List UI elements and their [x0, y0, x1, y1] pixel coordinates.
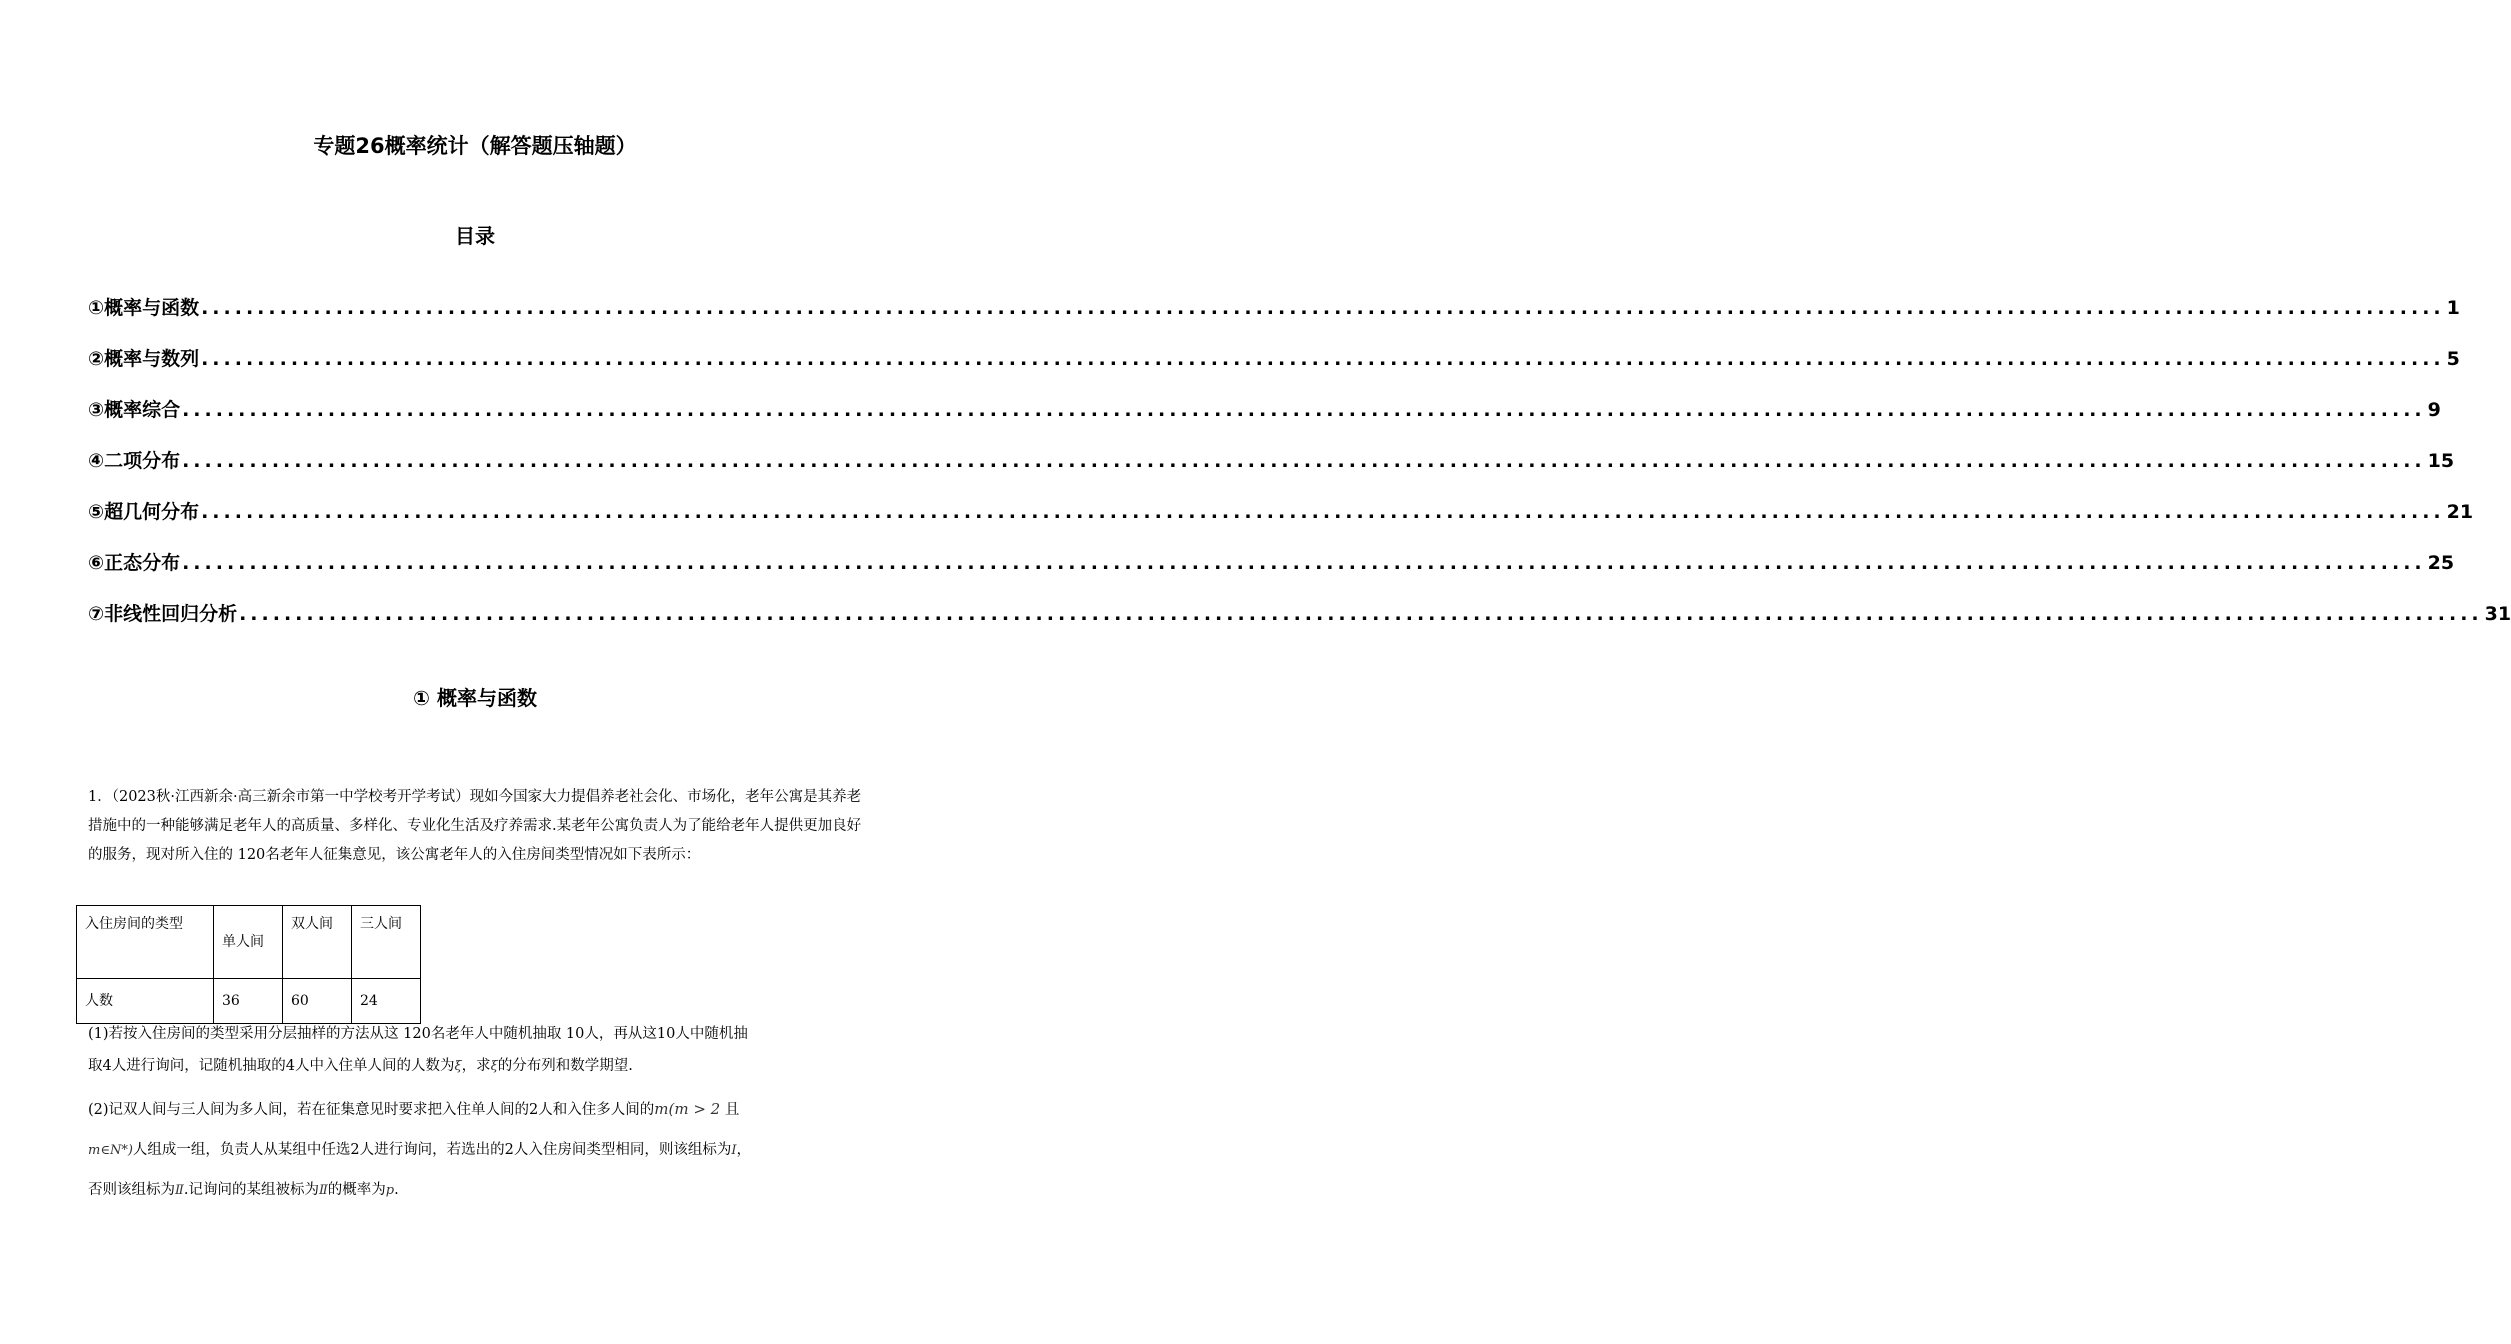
table-cell: 人数 — [77, 979, 214, 1024]
room-type-table — [76, 905, 421, 1024]
table-cell: 24 — [352, 979, 421, 1024]
roman-two: Ⅱ — [175, 1183, 184, 1198]
question-2-line-1 — [88, 1095, 868, 1125]
toc-entry-page: 25 — [2427, 552, 2455, 574]
question-2-line-2: m∈N*)人组成一组，负责人从某组中任选2人进行询问，若选出的2人入住房间类型相同，则该组标为Ⅰ， — [88, 1142, 751, 1158]
question-1-line-1: (1)若按入住房间的类型采用分层抽样的方法从这 120名老年人中随机抽取 10人，再从这10人中随机抽 — [88, 1026, 748, 1042]
table-header-cell: 三人间 — [352, 906, 421, 979]
math-expression: m∈N*) — [88, 1143, 133, 1158]
question-text: .记询问的某组被标为 — [183, 1182, 319, 1198]
toc-leader-dots: ........................................................................................................................................................................................................ — [201, 348, 2445, 370]
toc-entry-label: ④二项分布 — [88, 450, 181, 472]
math-expression: m(m > 2 — [654, 1100, 721, 1118]
question-text: 人组成一组，负责人从某组中任选2人进行询问，若选出的2人入住房间类型相同，则该组标为 — [132, 1142, 732, 1158]
xi-symbol: ξ — [454, 1059, 462, 1074]
toc-entry-page: 21 — [2446, 501, 2474, 523]
p-symbol: p — [385, 1183, 395, 1198]
toc-leader-dots: ........................................................................................................................................................................................................ — [182, 399, 2426, 421]
question-2-line-3 — [88, 1176, 868, 1205]
question-text: 否则该组标为 — [88, 1182, 175, 1198]
toc-entry[interactable] — [88, 270, 2460, 321]
toc-entry-label: ①概率与函数 — [88, 297, 200, 319]
toc-entry-page: 15 — [2427, 450, 2455, 472]
question-text: 的概率为 — [327, 1182, 386, 1198]
table-of-contents — [88, 270, 2511, 627]
question-text: 取4人进行询问，记随机抽取的4人中入住单人间的人数为 — [88, 1058, 455, 1074]
toc-leader-dots: ........................................................................................................................................................................................................ — [201, 297, 2445, 319]
question-text: (2)记双人间与三人间为多人间，若在征集意见时要求把入住单人间的2人和入住多人间的 — [88, 1102, 655, 1118]
table-row — [77, 979, 421, 1024]
toc-entry[interactable] — [88, 372, 2441, 423]
toc-heading: 目录 — [455, 224, 495, 248]
toc-entry-page: 31 — [2484, 603, 2511, 625]
table-cell: 60 — [283, 979, 352, 1024]
problem-text: 1．（2023秋·江西新余·高三新余市第一中学校考开学考试）现如今国家大力提倡养老社会化、市场化，老年公寓是其养老措施中的一种能够满足老年人的高质量、多样化、专业化生活及疗养需求.某老年公寓负责人为了能给老年人提供更加良好的服务，现对所入住的 120名老年人征集意见，该公寓老年人的入住房间类型情况如下表所示： — [88, 789, 862, 863]
toc-entry-label: ③概率综合 — [88, 399, 181, 421]
toc-leader-dots: ........................................................................................................................................................................................................ — [182, 552, 2426, 574]
toc-entry[interactable] — [88, 423, 2455, 474]
toc-entry-page: 5 — [2446, 348, 2460, 370]
table-row — [77, 906, 421, 979]
toc-entry-label: ⑤超几何分布 — [88, 501, 200, 523]
xi-symbol: ξ — [490, 1059, 498, 1074]
toc-entry-label: ⑦非线性回归分析 — [88, 603, 238, 625]
toc-entry-label: ②概率与数列 — [88, 348, 200, 370]
toc-entry[interactable] — [88, 525, 2455, 576]
table-header-cell: 单人间 — [214, 906, 283, 979]
question-text: 且 — [724, 1102, 740, 1118]
toc-leader-dots: ........................................................................................................................................................................................................ — [239, 603, 2483, 625]
problem-intro — [88, 783, 864, 870]
roman-two: Ⅱ — [318, 1183, 328, 1198]
toc-entry[interactable] — [88, 321, 2460, 372]
question-1-line-2 — [88, 1052, 868, 1081]
toc-leader-dots: ........................................................................................................................................................................................................ — [201, 501, 2445, 523]
toc-entry[interactable] — [88, 474, 2474, 525]
table-cell: 36 — [214, 979, 283, 1024]
toc-entry[interactable] — [88, 576, 2511, 627]
roman-one: Ⅰ — [731, 1143, 737, 1158]
page-title: 专题26概率统计（解答题压轴题） — [313, 134, 637, 158]
toc-entry-page: 1 — [2446, 297, 2460, 319]
table-header-cell: 入住房间的类型 — [77, 906, 214, 979]
toc-entry-page: 9 — [2427, 399, 2441, 421]
question-text: 的分布列和数学期望. — [497, 1058, 633, 1074]
question-text: . — [394, 1182, 399, 1198]
table-header-cell: 双人间 — [283, 906, 352, 979]
toc-entry-label: ⑥正态分布 — [88, 552, 181, 574]
section-heading: ① 概率与函数 — [413, 686, 537, 710]
toc-leader-dots: ........................................................................................................................................................................................................ — [182, 450, 2426, 472]
question-text: ，求 — [461, 1058, 491, 1074]
